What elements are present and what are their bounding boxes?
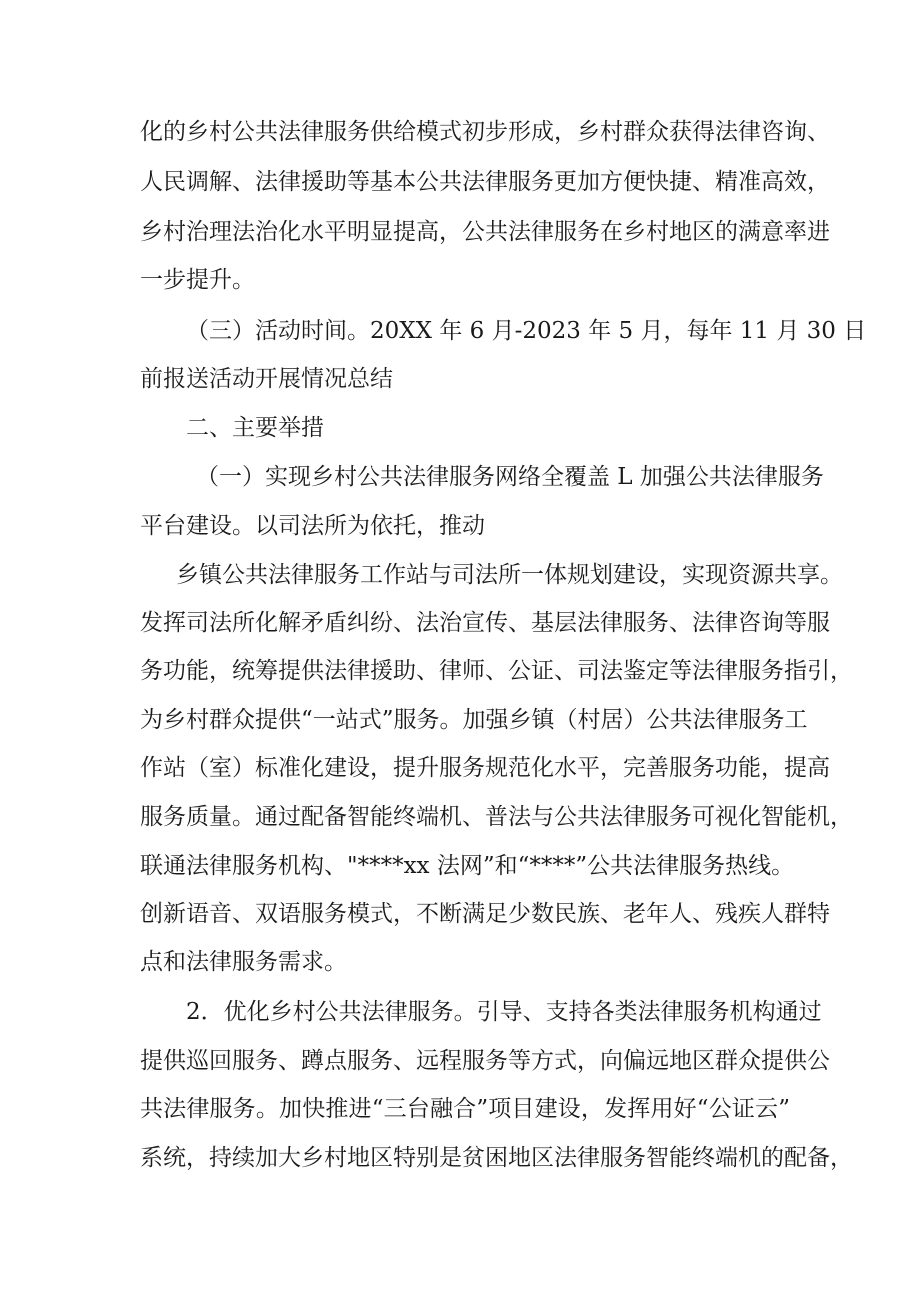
paragraph-line: 联通法律服务机构、"****xx 法网”和“****”公共法律服务热线。 — [140, 853, 795, 879]
paragraph-line: 2．优化乡村公共法律服务。引导、支持各类法律服务机构通过 — [186, 999, 822, 1025]
paragraph-line: 提供巡回服务、蹲点服务、远程服务等方式，向偏远地区群众提供公 — [140, 1048, 830, 1074]
paragraph-line: 点和法律服务需求。 — [140, 949, 347, 975]
paragraph-line: 化的乡村公共法律服务供给模式初步形成，乡村群众获得法律咨询、 — [140, 119, 830, 145]
section-heading: 二、主要举措 — [186, 415, 324, 441]
paragraph-line: 乡镇公共法律服务工作站与司法所一体规划建设，实现资源共享。 — [176, 562, 843, 588]
paragraph-line: 创新语音、双语服务模式，不断满足少数民族、老年人、残疾人群特 — [140, 901, 830, 927]
paragraph-line: 发挥司法所化解矛盾纠纷、法治宣传、基层法律服务、法律咨询等服 — [140, 610, 830, 636]
paragraph-line: 平台建设。以司法所为依托，推动 — [140, 513, 485, 539]
paragraph-line: 务功能，统筹提供法律援助、律师、公证、司法鉴定等法律服务指引， — [140, 658, 853, 684]
paragraph-line: 作站（室）标准化建设，提升服务规范化水平，完善服务功能，提高 — [140, 755, 830, 781]
paragraph-line: 乡村治理法治化水平明显提高，公共法律服务在乡村地区的满意率进 — [140, 219, 830, 245]
paragraph-line: （一）实现乡村公共法律服务网络全覆盖 L 加强公共法律服务 — [196, 464, 824, 490]
paragraph-line: 前报送活动开展情况总结 — [140, 366, 393, 392]
paragraph-line: （三）活动时间。20XX 年 6 月-2023 年 5 月，每年 11 月 30 日 — [186, 318, 867, 344]
paragraph-line: 服务质量。通过配备智能终端机、普法与公共法律服务可视化智能机， — [140, 804, 853, 830]
paragraph-line: 人民调解、法律援助等基本公共法律服务更加方便快捷、精准高效， — [140, 169, 830, 195]
paragraph-line: 共法律服务。加快推进“三台融合”项目建设，发挥用好“公证云” — [140, 1096, 790, 1122]
paragraph-line: 系统，持续加大乡村地区特别是贫困地区法律服务智能终端机的配备， — [140, 1145, 853, 1171]
paragraph-line: 一步提升。 — [140, 267, 255, 293]
paragraph-line: 为乡村群众提供“一站式”服务。加强乡镇（村居）公共法律服务工 — [140, 707, 808, 733]
